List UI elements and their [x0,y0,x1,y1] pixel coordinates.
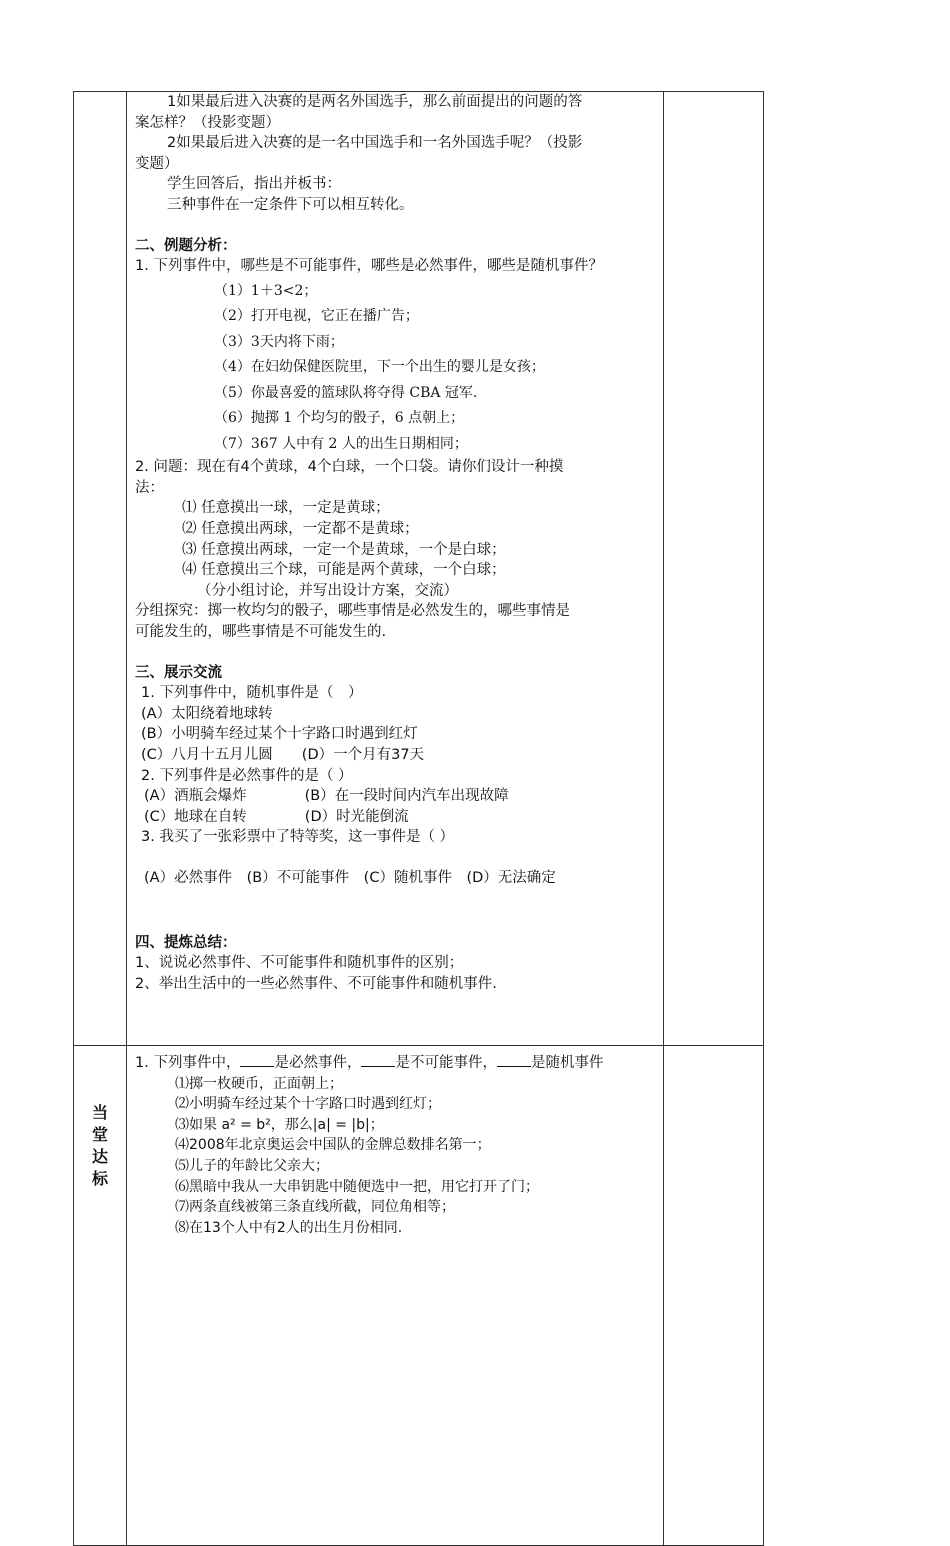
notes-cell-empty [664,92,764,1046]
option-line: (A）太阳绕着地球转 [141,705,273,722]
side-label-char: 标 [91,1169,108,1188]
side-cell-empty [74,92,127,1046]
question-line: 1. 下列事件中，哪些是不可能事件，哪些是必然事件，哪些是随机事件？ [135,258,603,275]
exercise-item: ⑹黑暗中我从一大串钥匙中随便选中一把，用它打开了门； [175,1178,539,1195]
text-line: 1、说说必然事件、不可能事件和随机事件的区别； [135,955,464,972]
lesson-table [73,91,764,1546]
list-item: （4）在妇幼保健医院里，下一个出生的婴儿是女孩； [214,359,545,376]
question-line: 3. 我买了一张彩票中了特等奖，这一事件是（ ） [141,829,455,846]
exercise-intro [135,1052,655,1074]
side-label-cell [74,1046,127,1546]
intro-text: 是随机事件 [530,1055,604,1071]
section-heading: 四、提炼总结： [135,934,237,951]
exercise-cell [127,1046,664,1546]
table-row [74,1046,764,1546]
question-line: 2. 下列事件是必然事件的是（ ） [141,767,353,784]
option-line: (C）八月十五月儿圆 (D）一个月有37天 [141,746,425,763]
side-label-char: 当 [91,1103,108,1122]
list-item: （1）1＋3<2； [214,282,318,299]
list-item: （3）3天内将下雨； [214,333,344,350]
exercise-item: ⑻在13个人中有2人的出生月份相同. [175,1219,403,1236]
exercise-item: ⑸儿子的年龄比父亲大； [175,1157,329,1174]
section-heading: 三、展示交流 [135,664,222,681]
question-line: 2. 问题：现在有4个黄球，4个白球，一个口袋。请你们设计一种摸 [135,459,564,476]
side-label-char: 堂 [91,1125,108,1144]
text-line: 可能发生的，哪些事情是不可能发生的. [135,624,387,640]
side-label-char: 达 [91,1147,108,1166]
option-line: (C）地球在自转 (D）时光能倒流 [144,808,409,825]
text-line: 2如果最后进入决赛的是一名中国选手和一名外国选手呢？（投影 [167,135,583,152]
option-line: (A）必然事件 (B）不可能事件 (C）随机事件 (D）无法确定 [144,869,556,886]
intro-text: 1. 下列事件中， [135,1055,241,1071]
exercise-item: ⑵小明骑车经过某个十字路口时遇到红灯； [175,1096,441,1113]
list-item: （6）抛掷 1 个均匀的骰子，6 点朝上； [214,410,465,427]
exercise-item: ⑷2008年北京奥运会中国队的金牌总数排名第一； [175,1137,491,1154]
notes-cell-empty [664,1046,764,1546]
list-item: ⑶ 任意摸出两球，一定一个是黄球，一个是白球； [182,541,506,558]
text-line: 分组探究：掷一枚均匀的骰子，哪些事情是必然发生的，哪些事情是 [135,603,570,620]
text-line: 变题） [135,155,179,172]
text-line: 1如果最后进入决赛的是两名外国选手，那么前面提出的问题的答 [167,94,583,110]
list-item: ⑷ 任意摸出三个球，可能是两个黄球，一个白球； [182,562,506,579]
answer-blank[interactable] [361,1052,395,1067]
exercise-item: ⑴掷一枚硬币，正面朝上； [175,1075,343,1092]
text-line: 三种事件在一定条件下可以相互转化。 [167,196,414,213]
question-line: 法： [135,479,164,496]
answer-blank[interactable] [240,1052,274,1067]
section-heading: 二、例题分析： [135,237,237,254]
list-item: （7）367 人中有 2 人的出生日期相同； [214,435,468,452]
exercise-item: ⑶如果 a² = b²，那么|a| = |b|； [175,1116,384,1133]
side-label [74,1046,126,1190]
question-line: 1. 下列事件中，随机事件是（ ） [141,685,363,702]
exercise-item: ⑺两条直线被第三条直线所截，同位角相等； [175,1199,455,1216]
list-item: ⑴ 任意摸出一球，一定是黄球； [182,500,390,517]
text-line: 案怎样？（投影变题） [135,114,280,131]
text-line: 2、举出生活中的一些必然事件、不可能事件和随机事件. [135,975,497,992]
intro-text: 是不可能事件， [395,1055,497,1071]
list-item: （5）你最喜爱的篮球队将夺得 CBA 冠军. [214,384,478,401]
table-row [74,92,764,1046]
list-item: （2）打开电视，它正在播广告； [214,308,419,325]
option-line: (B）小明骑车经过某个十字路口时遇到红灯 [141,726,418,743]
main-content-cell [127,92,664,1046]
option-line: (A）酒瓶会爆炸 (B）在一段时间内汽车出现故障 [144,788,509,805]
list-item: ⑵ 任意摸出两球，一定都不是黄球； [182,521,419,538]
note-line: （分小组讨论，并写出设计方案，交流） [197,582,458,599]
intro-text: 是必然事件， [274,1055,362,1071]
answer-blank[interactable] [497,1052,531,1067]
text-line: 学生回答后，指出并板书： [167,176,341,193]
